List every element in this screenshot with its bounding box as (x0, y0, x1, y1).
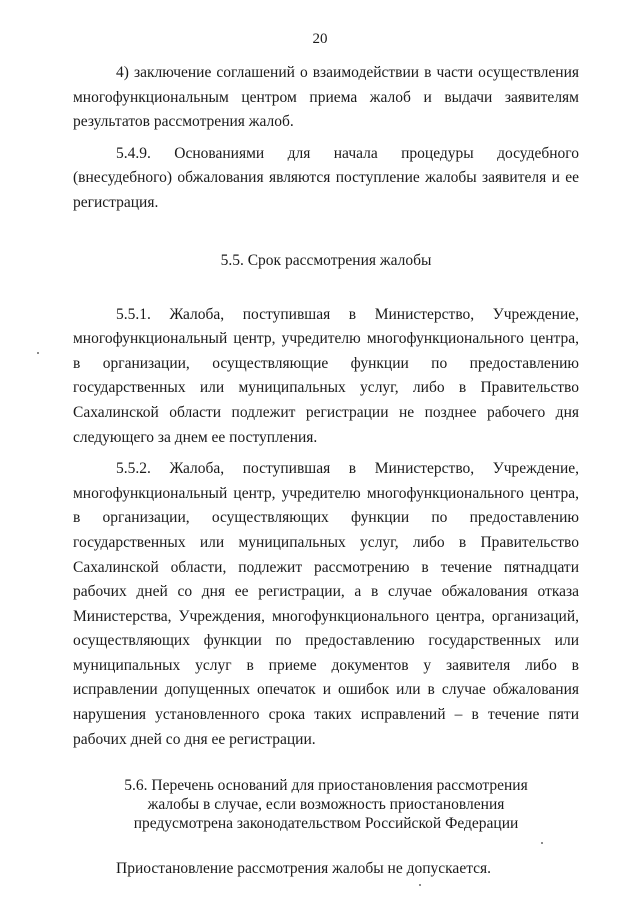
heading-5-6-line-3: предусмотрена законодательством Российской Федерации (133, 815, 519, 833)
scan-speck (541, 842, 543, 844)
scan-speck (37, 352, 39, 354)
section-heading-5-6 (73, 776, 579, 833)
paragraph-5-5-1: 5.5.1. Жалоба, поступившая в Министерство, Учреждение, многофункциональный центр, учредителю многофункционального центра, в организации, осуществляющие функции по предоставлению государственных или муниципальных услуг, либо в Правительство Сахалинской области подлежит регистрации не позднее рабочего дня следующего за днем ее поступления. (73, 305, 579, 446)
heading-5-6-line-1: 5.6. Перечень оснований для приостановления рассмотрения (124, 777, 528, 795)
section-heading-5-5: 5.5. Срок рассмотрения жалобы (220, 251, 432, 269)
document-body (73, 61, 579, 882)
heading-5-6-line-2: жалобы в случае, если возможность приостановления (147, 796, 505, 814)
paragraph-5-4-9: 5.4.9. Основаниями для начала процедуры досудебного (внесудебного) обжалования являются поступление жалобы заявителя и ее регистрация. (73, 144, 579, 211)
page-number: 20 (312, 31, 328, 47)
paragraph-5-5-2: 5.5.2. Жалоба, поступившая в Министерство, Учреждение, многофункциональный центр, учредителю многофункционального центра, в организации, осуществляющих функции по предоставлению государственных или муниципальных услуг, либо в Правительство Сахалинской области, подлежит рассмотрению в течение пятнадцати рабочих дней со дня ее регистрации, а в случае обжалования отказа Министерства, Учреждения, многофункционального центра, организаций, осуществляющих функции по предоставлению государственных или муниципальных услуг в приеме документов у заявителя либо в исправлении допущенных опечаток и ошибок или в случае обжалования нарушения установленного срока таких исправлений – в течение пяти рабочих дней со дня ее регистрации. (73, 460, 579, 748)
paragraph-4: 4) заключение соглашений о взаимодействии в части осуществления многофункциональным центром приема жалоб и выдачи заявителям результатов рассмотрения жалоб. (73, 64, 579, 131)
scan-speck (419, 884, 421, 886)
paragraph-5-6: Приостановление рассмотрения жалобы не допускается. (116, 860, 492, 878)
